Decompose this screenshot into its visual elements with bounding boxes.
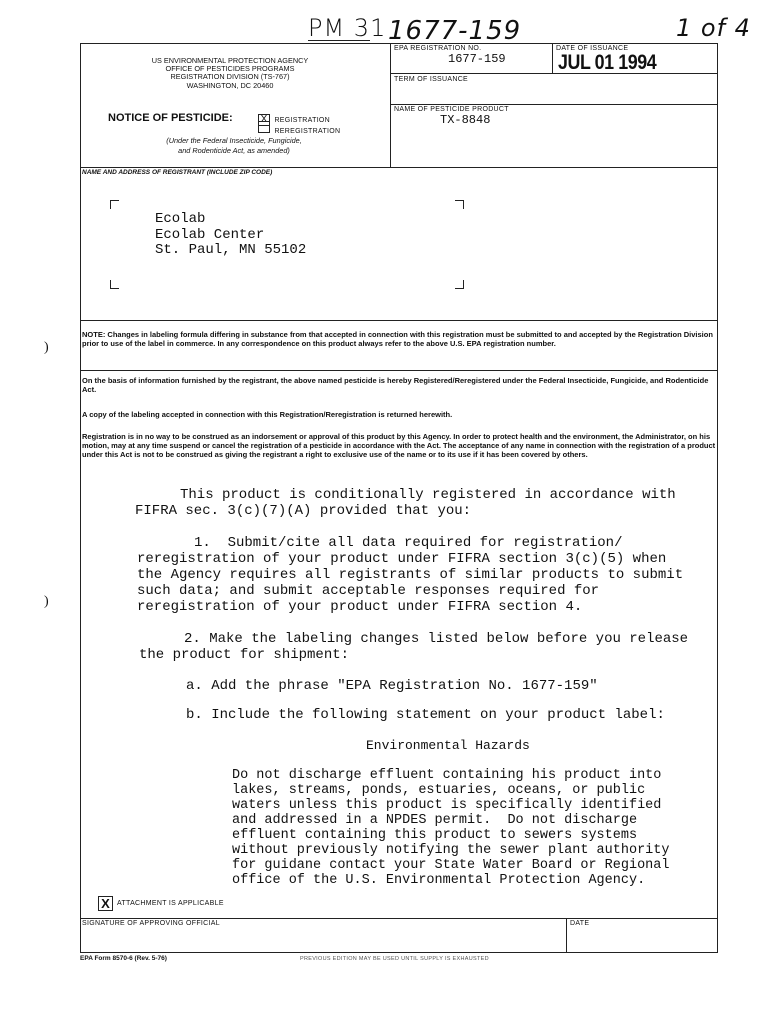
note-paragraph: NOTE: Changes in labeling formula differing in substance from that accepted in connection with this registration must be submitted to and accepted by the Registration Division prior to use of the label in commerce. In any correspondence on this product always refer to the above U.S. EPA registration number. bbox=[82, 330, 713, 348]
disclaimer-paragraph: Registration is in no way to be construed as an indorsement or approval of this product by this Agency. In order to protect health and the environment, the Administrator, on his motion, may at any time suspend or cancel the registration of a pesticide in accordance with the Act. The acceptance of any name in connection with the registration of a product under this Act is not to be construed as giving the registrant a right to exclusive use of the name or to its use if it has been covered by others. bbox=[82, 432, 716, 459]
registrant-address bbox=[155, 212, 306, 259]
margin-mark: ) bbox=[44, 340, 49, 355]
notice-title: NOTICE OF PESTICIDE: bbox=[108, 112, 233, 124]
registrant-city: St. Paul, MN 55102 bbox=[155, 242, 307, 258]
item1-line: reregistration of your product under FIFRA section 3(c)(5) when bbox=[137, 551, 667, 567]
rule bbox=[80, 320, 718, 321]
hazards-line: Do not discharge effluent containing his product into bbox=[232, 768, 662, 783]
rule bbox=[390, 104, 718, 105]
reregistration-checkbox[interactable] bbox=[258, 121, 270, 133]
item1-line: reregistration of your product under FIFRA section 4. bbox=[137, 599, 583, 615]
reg-no-label: EPA REGISTRATION NO. bbox=[394, 45, 482, 52]
intro-line: FIFRA sec. 3(c)(7)(A) provided that you: bbox=[135, 503, 472, 519]
rule bbox=[80, 918, 718, 919]
item-b-line: b. Include the following statement on your product label: bbox=[186, 707, 665, 723]
item1-line: such data; and submit acceptable responses required for bbox=[137, 583, 600, 599]
address-corner bbox=[110, 280, 119, 289]
attachment-label: ATTACHMENT IS APPLICABLE bbox=[117, 900, 224, 907]
hazards-line: effluent containing this product to sewers systems bbox=[232, 828, 638, 843]
address-corner bbox=[455, 280, 464, 289]
rule bbox=[80, 167, 718, 168]
attachment-checkbox[interactable]: X bbox=[98, 896, 113, 911]
hazards-line: lakes, streams, ponds, estuaries, oceans, or public bbox=[232, 783, 646, 798]
registration-checkbox[interactable]: X bbox=[258, 114, 270, 126]
agency-address bbox=[100, 57, 360, 90]
item1-line: the Agency requires all registrants of similar products to submit bbox=[137, 568, 684, 583]
margin-mark: ) bbox=[44, 594, 49, 609]
header-divider bbox=[390, 43, 391, 167]
item2-line: 2. Make the labeling changes listed below before you release bbox=[184, 632, 689, 647]
copy-paragraph: A copy of the labeling accepted in connection with this Registration/Reregistration is returned herewith. bbox=[82, 410, 453, 419]
signature-label: SIGNATURE OF APPROVING OFFICIAL bbox=[82, 920, 220, 927]
address-corner bbox=[455, 200, 464, 209]
form-number: EPA Form 8570-6 (Rev. 5-76) bbox=[80, 955, 167, 962]
hazards-line: without previously notifying the sewer plant authority bbox=[232, 843, 670, 858]
act-reference bbox=[104, 136, 364, 155]
date-issuance-label: DATE OF ISSUANCE bbox=[556, 45, 629, 52]
registrant-street: Ecolab Center bbox=[155, 226, 265, 243]
product-name-label: NAME OF PESTICIDE PRODUCT bbox=[394, 106, 509, 113]
hazards-line: office of the U.S. Environmental Protection Agency. bbox=[232, 873, 646, 888]
term-issuance-label: TERM OF ISSUANCE bbox=[394, 76, 469, 83]
address-corner bbox=[110, 200, 119, 209]
registrant-label: NAME AND ADDRESS OF REGISTRANT (INCLUDE ZIP CODE) bbox=[82, 169, 273, 176]
registration-option-label: REGISTRATION bbox=[274, 117, 331, 124]
agency-division: REGISTRATION DIVISION (TS-767) bbox=[170, 72, 290, 82]
intro-line: This product is conditionally registered in accordance with bbox=[180, 487, 676, 503]
act-line: (Under the Federal Insecticide, Fungicide, bbox=[166, 136, 302, 145]
rule bbox=[390, 73, 718, 74]
handwritten-page-count: 1 of 4 bbox=[676, 14, 751, 42]
hazards-line: for guidane contact your State Water Board or Regional bbox=[232, 858, 670, 873]
agency-city: WASHINGTON, DC 20460 bbox=[186, 80, 274, 90]
handwritten-file-note: PM 31 bbox=[308, 14, 387, 42]
reregistration-option-label: REREGISTRATION bbox=[274, 128, 341, 135]
product-name-value: TX-8848 bbox=[440, 113, 491, 127]
hazards-line: waters unless this product is specifically identified bbox=[232, 798, 662, 813]
handwritten-underline bbox=[308, 40, 370, 41]
agency-office: OFFICE OF PESTICIDES PROGRAMS bbox=[165, 64, 295, 74]
hazards-line: and addressed in a NPDES permit. Do not discharge bbox=[232, 813, 638, 828]
item1-line: 1. Submit/cite all data required for registration/ bbox=[194, 535, 623, 551]
agency-name: US ENVIRONMENTAL PROTECTION AGENCY bbox=[151, 56, 309, 65]
attachment-row bbox=[98, 895, 224, 913]
date-issuance-value: JUL 01 1994 bbox=[558, 51, 657, 74]
act-line: and Rodenticide Act, as amended) bbox=[178, 145, 290, 155]
previous-edition-note: PREVIOUS EDITION MAY BE USED UNTIL SUPPLY IS EXHAUSTED bbox=[300, 956, 489, 962]
sig-divider bbox=[566, 918, 567, 953]
handwritten-reg-number: 1677-159 bbox=[388, 16, 522, 46]
basis-paragraph: On the basis of information furnished by the registrant, the above named pesticide is hereby Registered/Reregistered under the Federal Insecticide, Fungicide, and Rodenticide Act. bbox=[82, 376, 709, 394]
reg-no-value: 1677-159 bbox=[448, 52, 506, 66]
hazards-heading: Environmental Hazards bbox=[366, 738, 530, 753]
rule bbox=[80, 370, 718, 371]
item2-line: the product for shipment: bbox=[139, 647, 350, 663]
date-divider bbox=[552, 43, 553, 73]
registrant-name: Ecolab bbox=[155, 211, 206, 227]
item-a-line: a. Add the phrase "EPA Registration No. 1677-159" bbox=[186, 678, 598, 694]
signature-date-label: DATE bbox=[570, 920, 590, 927]
notice-options bbox=[258, 109, 341, 135]
